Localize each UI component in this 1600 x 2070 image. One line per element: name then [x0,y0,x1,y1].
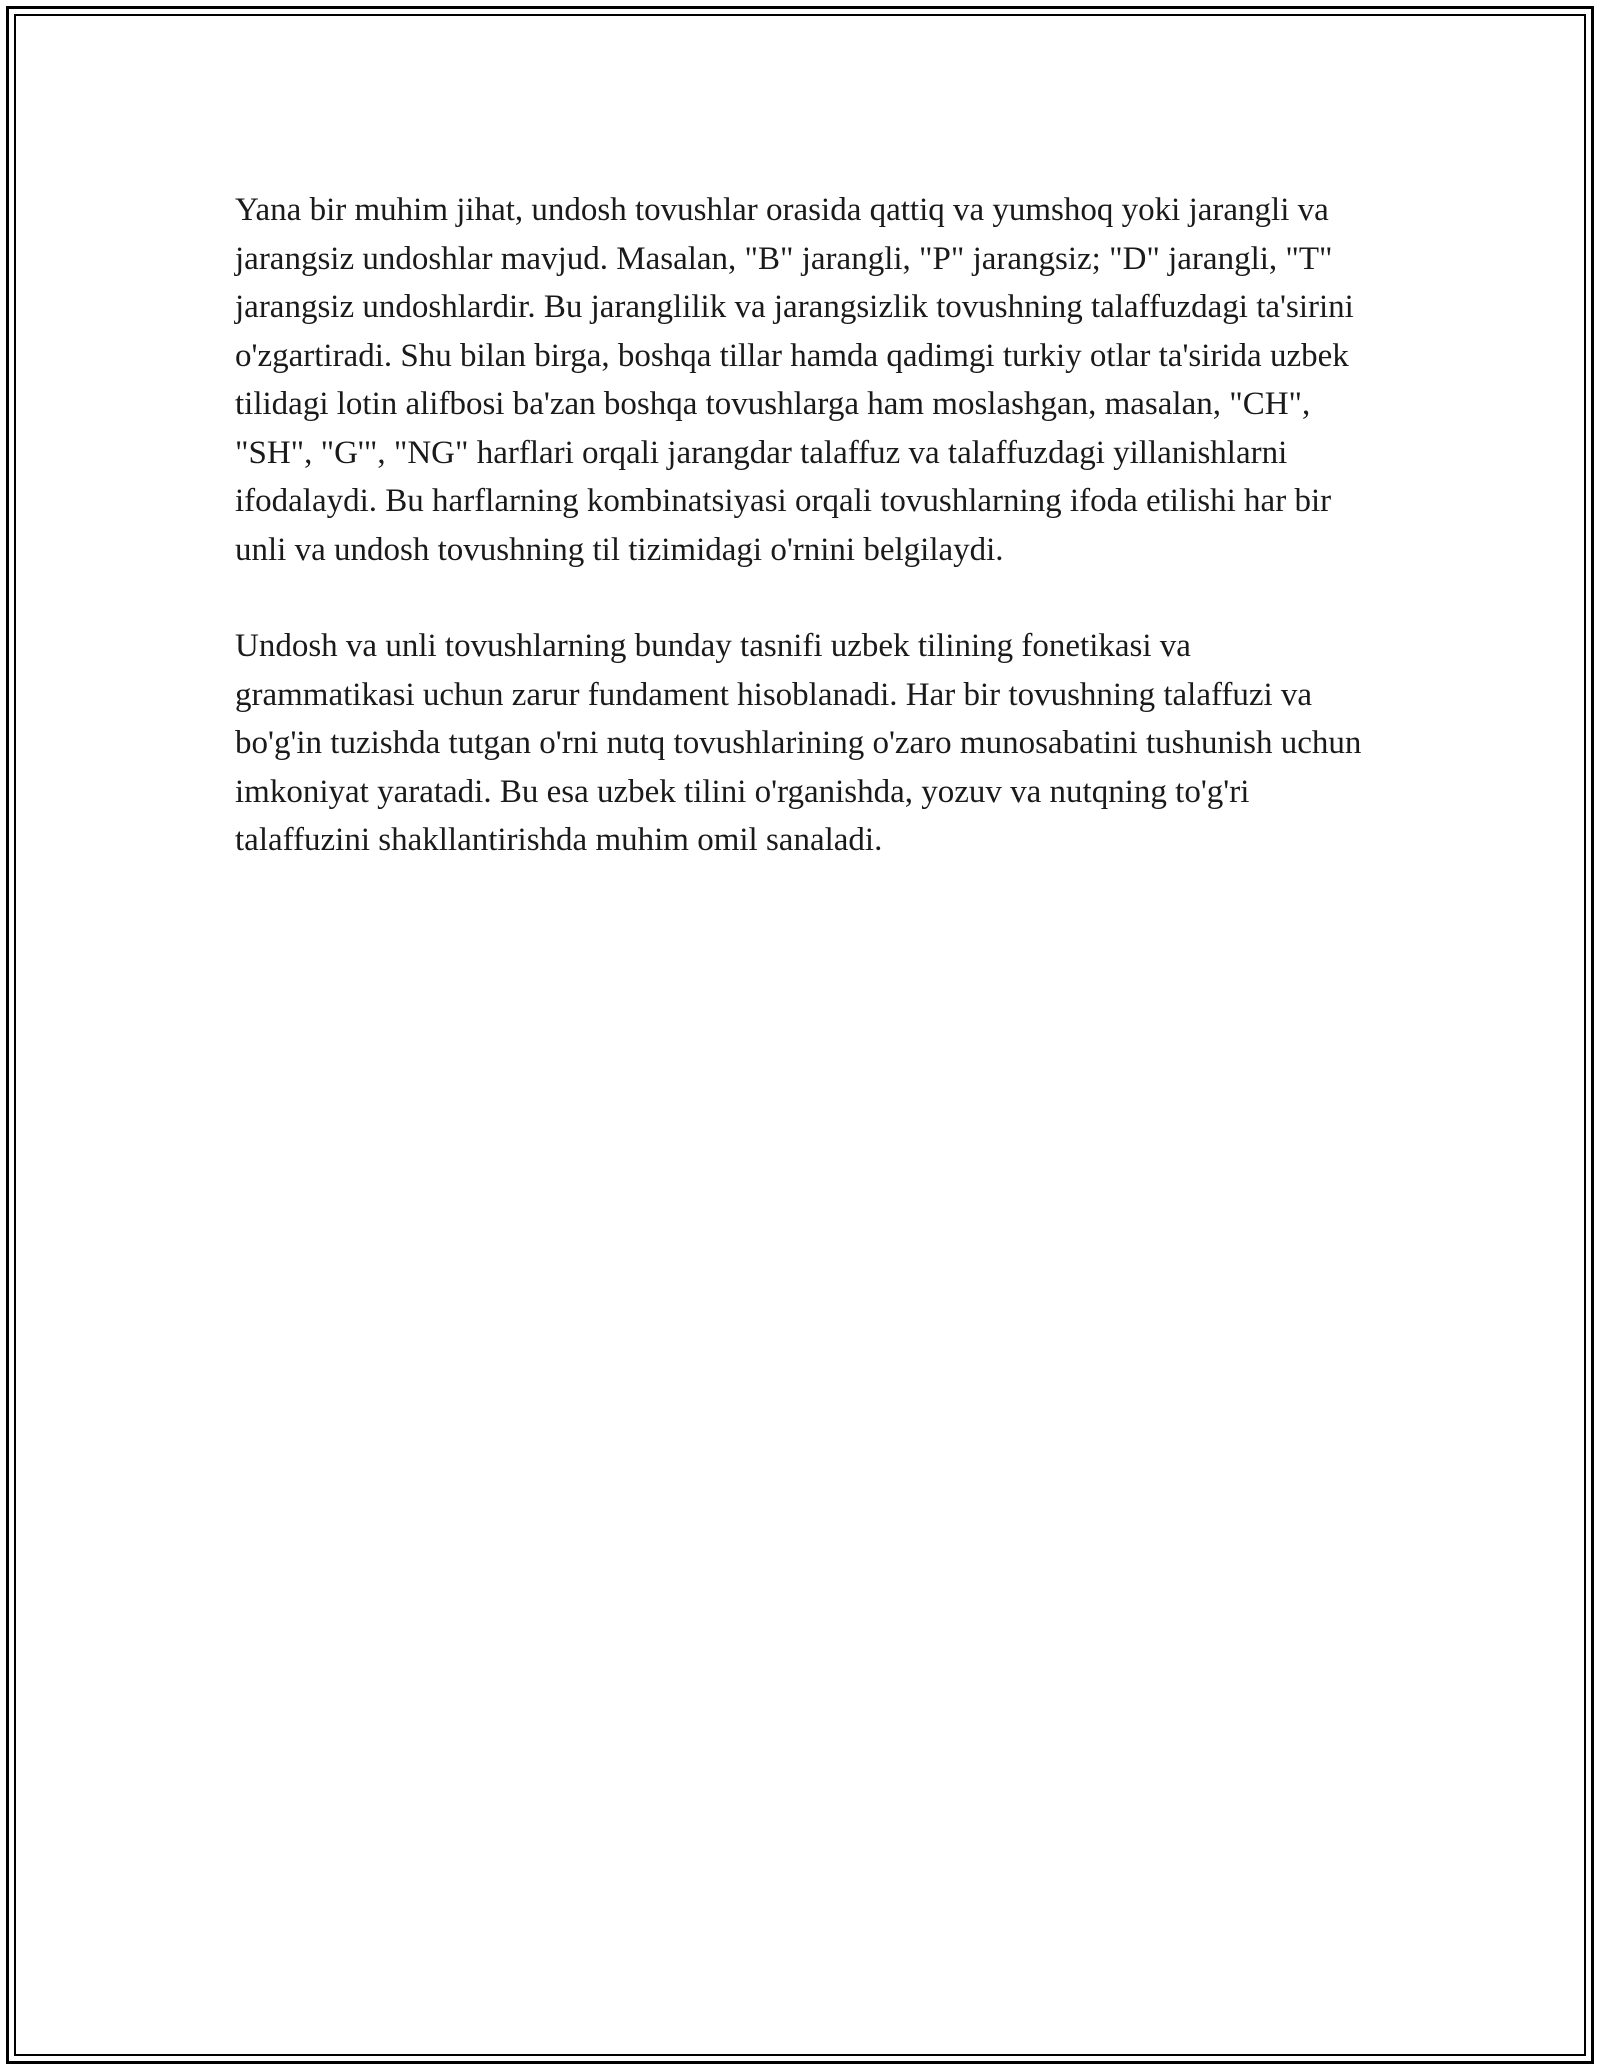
paragraph-consonants: Yana bir muhim jihat, undosh tovushlar orasida qattiq va yumshoq yoki jarangli va jarangsiz undoshlar mavjud. Masalan, "B" jarangli, "P" jarangsiz; "D" jarangli, "T" jarangsiz undoshlardir. Bu jaranglilik va jarangsizlik tovushning talaffuzdagi ta'sirini o'zgartiradi. Shu bilan birga, boshqa tillar hamda qadimgi turkiy otlar ta'sirida uzbek tilidagi lotin alifbosi ba'zan boshqa tovushlarga ham moslashgan, masalan, "CH", "SH", "G'", "NG" harflari orqali jarangdar talaffuz va talaffuzdagi yillanishlarni ifodalaydi. Bu harflarning kombinatsiyasi orqali tovushlarning ifoda etilishi har bir unli va undosh tovushning til tizimidagi o'rnini belgilaydi. [235,192,1354,568]
document-body [235,186,1375,913]
paragraph-classification: Undosh va unli tovushlarning bunday tasnifi uzbek tilining fonetikasi va grammatikasi uchun zarur fundament hisoblanadi. Har bir tovushning talaffuzi va bo'g'in tuzishda tutgan o'rni nutq tovushlarining o'zaro munosabatini tushunish uchun imkoniyat yaratadi. Bu esa uzbek tilini o'rganishda, yozuv va nutqning to'g'ri talaffuzini shakllantirishda muhim omil sanaladi. [235,628,1362,858]
